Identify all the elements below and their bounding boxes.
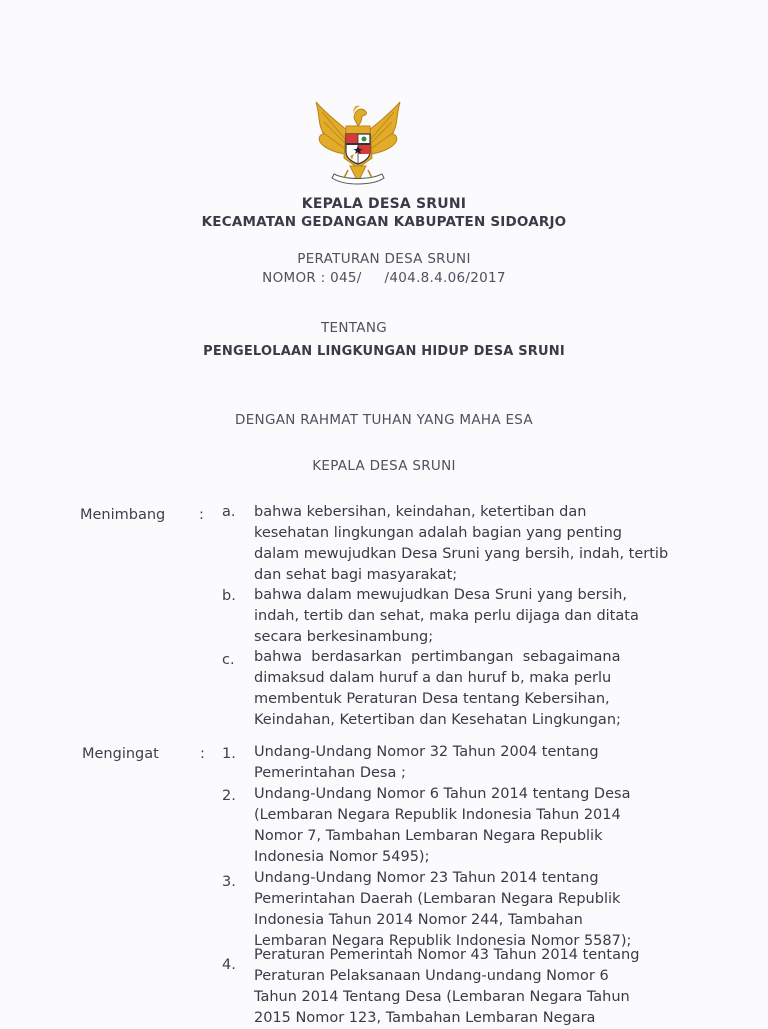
authority-title: KEPALA DESA SRUNI	[312, 458, 456, 474]
garuda-emblem-icon	[310, 98, 406, 190]
menimbang-mark-c: c.	[222, 652, 235, 668]
menimbang-mark-b: b.	[222, 588, 236, 604]
menimbang-item-a	[254, 502, 674, 586]
mengingat-mark-4: 4.	[222, 957, 236, 973]
regulation-number: NOMOR : 045/ /404.8.4.06/2017	[262, 270, 506, 286]
item-line: secara berkesinambung;	[254, 629, 434, 645]
mengingat-item-2	[254, 784, 674, 868]
menimbang-label: Menimbang	[80, 507, 166, 523]
item-line: Indonesia Tahun 2014 Nomor 244, Tambahan	[254, 912, 583, 928]
item-line: kesehatan lingkungan adalah bagian yang penting	[254, 525, 622, 541]
item-line: bahwa berdasarkan pertimbangan sebagaimana	[254, 649, 621, 665]
mengingat-mark-2: 2.	[222, 788, 236, 804]
item-line: Peraturan Pemerintah Nomor 43 Tahun 2014 tentang	[254, 947, 640, 963]
menimbang-colon: :	[199, 507, 204, 523]
mengingat-item-1	[254, 742, 674, 784]
item-line: 2015 Nomor 123, Tambahan Lembaran Negara	[254, 1010, 596, 1026]
mengingat-label: Mengingat	[82, 746, 159, 762]
mengingat-item-4	[254, 945, 674, 1029]
item-line: Undang-Undang Nomor 6 Tahun 2014 tentang Desa	[254, 786, 631, 802]
mengingat-item-3	[254, 868, 674, 952]
item-line: Tahun 2014 Tentang Desa (Lembaran Negara Tahun	[254, 989, 630, 1005]
item-line: Keindahan, Ketertiban dan Kesehatan Lingkungan;	[254, 712, 621, 728]
item-line: Undang-Undang Nomor 32 Tahun 2004 tentang	[254, 744, 599, 760]
item-line: Indonesia Nomor 5495);	[254, 849, 430, 865]
item-line: dimaksud dalam huruf a dan huruf b, maka perlu	[254, 670, 612, 686]
menimbang-item-c	[254, 647, 674, 731]
item-line: Lembaran Negara Republik Indonesia Nomor 5587);	[254, 933, 632, 949]
regulation-type: PERATURAN DESA SRUNI	[297, 251, 471, 267]
item-line: Pemerintahan Daerah (Lembaran Negara Republik	[254, 891, 621, 907]
item-line: bahwa dalam mewujudkan Desa Sruni yang bersih,	[254, 587, 627, 603]
preamble: DENGAN RAHMAT TUHAN YANG MAHA ESA	[235, 412, 533, 428]
item-line: dan sehat bagi masyarakat;	[254, 567, 458, 583]
about-label: TENTANG	[321, 320, 387, 336]
item-line: Undang-Undang Nomor 23 Tahun 2014 tentang	[254, 870, 599, 886]
mengingat-mark-3: 3.	[222, 874, 236, 890]
menimbang-item-b	[254, 585, 674, 648]
item-line: (Lembaran Negara Republik Indonesia Tahun 2014	[254, 807, 621, 823]
header-line-2: KECAMATAN GEDANGAN KABUPATEN SIDOARJO	[201, 214, 567, 230]
mengingat-colon: :	[200, 746, 205, 762]
item-line: membentuk Peraturan Desa tentang Kebersihan,	[254, 691, 610, 707]
header-line-1: KEPALA DESA SRUNI	[301, 196, 467, 212]
item-line: dalam mewujudkan Desa Sruni yang bersih, indah, tertib	[254, 546, 669, 562]
menimbang-mark-a: a.	[222, 504, 236, 520]
item-line: bahwa kebersihan, keindahan, ketertiban dan	[254, 504, 587, 520]
regulation-subject: PENGELOLAAN LINGKUNGAN HIDUP DESA SRUNI	[203, 344, 565, 359]
item-line: Pemerintahan Desa ;	[254, 765, 406, 781]
item-line: Nomor 7, Tambahan Lembaran Negara Republik	[254, 828, 603, 844]
item-line: indah, tertib dan sehat, maka perlu dijaga dan ditata	[254, 608, 639, 624]
mengingat-mark-1: 1.	[222, 746, 236, 762]
item-line: Peraturan Pelaksanaan Undang-undang Nomor 6	[254, 968, 609, 984]
